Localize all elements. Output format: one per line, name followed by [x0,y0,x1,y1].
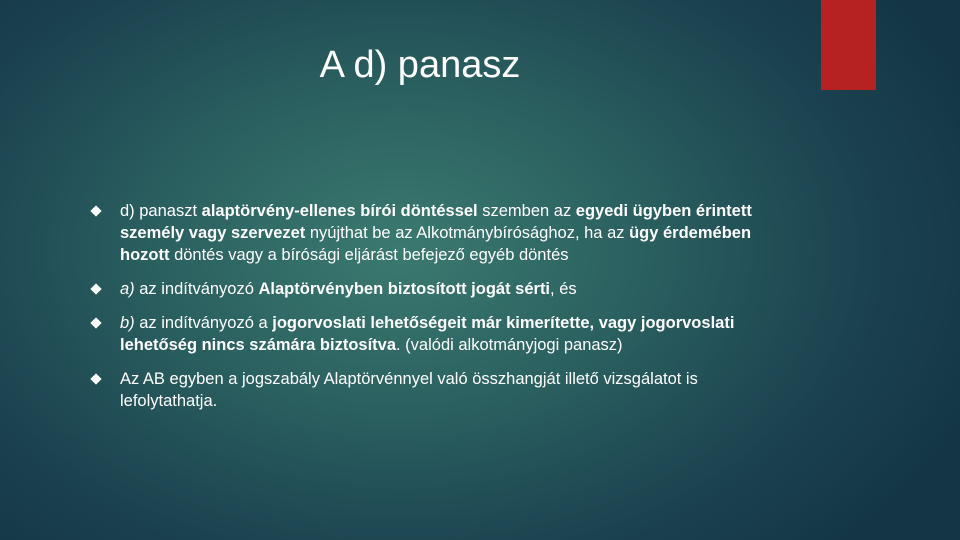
bullet-item [92,368,772,412]
bullet-text-segment: , és [550,280,577,298]
bullet-text-segment: a) [120,280,135,298]
bullet-text-segment: . (valódi alkotmányjogi panasz) [396,336,623,354]
bullet-text-segment: döntés vagy a bírósági eljárást befejező egyéb döntés [169,246,569,264]
bullet-text-segment: az indítványozó [134,280,259,298]
diamond-bullet-icon [90,283,101,294]
bullet-item [92,312,772,356]
bullet-text-segment: jogorvoslati lehetőségeit már kimerítette, vagy jogorvoslati lehetőség nincs számára biztosítva [120,314,735,354]
bullet-text-segment: alaptörvény-ellenes bírói döntéssel [201,202,478,220]
bullet-list [92,200,772,412]
bullet-text-segment: nyújthat be az Alkotmánybírósághoz, ha az [305,224,630,242]
bullet-text-segment: egyedi ügyben érintett személy vagy szervezet [120,202,752,242]
slide-title: A d) panasz [319,44,521,86]
bullet-text-segment: ügy érdemében hozott [120,224,752,264]
bullet-item [92,278,772,300]
bullet-text-segment: szemben az [477,202,576,220]
bullet-text-segment: Alaptörvényben biztosított jogát sérti [258,280,551,298]
diamond-bullet-icon [90,373,101,384]
diamond-bullet-icon [90,317,101,328]
diamond-bullet-icon [90,205,101,216]
bullet-text-segment: Az AB egyben a jogszabály Alaptörvénnyel való összhangját illető vizsgálatot is lefolytathatja. [120,370,698,410]
bullet-text-segment: d) panaszt [120,202,202,220]
bullet-text-segment: b) [120,314,135,332]
bullet-item [92,200,772,266]
bullet-text-segment: az indítványozó a [134,314,273,332]
